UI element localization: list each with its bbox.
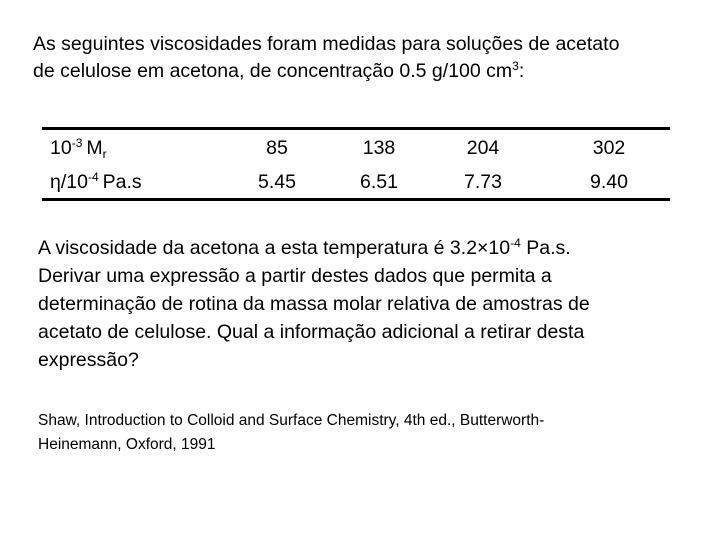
intro-line-2-end: : bbox=[518, 60, 525, 82]
row-label-viscosity bbox=[50, 171, 142, 194]
row-label-viscosity-exponent: -4 bbox=[87, 170, 99, 184]
intro-line-2-text: de celulose em acetona, de concentração 0.5 g/100 cm bbox=[33, 60, 513, 82]
question-line-3: determinação de rotina da massa molar relativa de amostras de bbox=[38, 293, 590, 315]
molar-mass-cell: 85 bbox=[266, 137, 288, 159]
question-paragraph bbox=[38, 234, 688, 374]
question-line-1-end: Pa.s. bbox=[526, 237, 571, 259]
question-line-2: Derivar uma expressão a partir destes dados que permita a bbox=[38, 265, 552, 287]
row-label-viscosity-unit: Pa.s bbox=[102, 171, 142, 193]
molar-mass-cell: 302 bbox=[592, 137, 626, 159]
row-label-molar-mass-exponent: -3 bbox=[71, 136, 83, 150]
intro-line-1: As seguintes viscosidades foram medidas para soluções de acetato bbox=[33, 33, 620, 55]
reference-line-1: Shaw, Introduction to Colloid and Surface Chemistry, 4th ed., Butterworth- bbox=[38, 412, 545, 429]
row-label-molar-mass-symbol: M bbox=[86, 137, 103, 159]
row-label-molar-mass-subscript: r bbox=[102, 147, 107, 161]
question-line-4: acetato de celulose. Qual a informação adicional a retirar desta bbox=[38, 321, 585, 343]
molar-mass-cell: 204 bbox=[466, 137, 500, 159]
data-table bbox=[42, 127, 670, 201]
viscosity-cell: 7.73 bbox=[464, 171, 502, 193]
row-label-molar-mass bbox=[50, 137, 107, 160]
row-label-molar-mass-base: 10 bbox=[50, 137, 72, 159]
molar-mass-cell: 138 bbox=[362, 137, 396, 159]
viscosity-cell: 6.51 bbox=[360, 171, 398, 193]
intro-line-2 bbox=[33, 58, 693, 85]
row-label-viscosity-slash: /10 bbox=[60, 171, 88, 193]
viscosity-cell: 9.40 bbox=[590, 171, 628, 193]
question-line-1-text: A viscosidade da acetona a esta temperatura é 3.2×10 bbox=[38, 237, 511, 259]
intro-line-2-superscript: 3 bbox=[512, 59, 519, 73]
question-line-1 bbox=[38, 234, 688, 262]
reference-line-2: Heinemann, Oxford, 1991 bbox=[38, 436, 216, 453]
viscosity-cell: 5.45 bbox=[258, 171, 296, 193]
row-label-viscosity-eta: η bbox=[50, 171, 61, 193]
question-line-5: expressão? bbox=[38, 349, 139, 371]
question-line-1-exponent: -4 bbox=[510, 236, 521, 250]
intro-paragraph bbox=[33, 31, 693, 85]
reference-citation bbox=[38, 409, 688, 457]
